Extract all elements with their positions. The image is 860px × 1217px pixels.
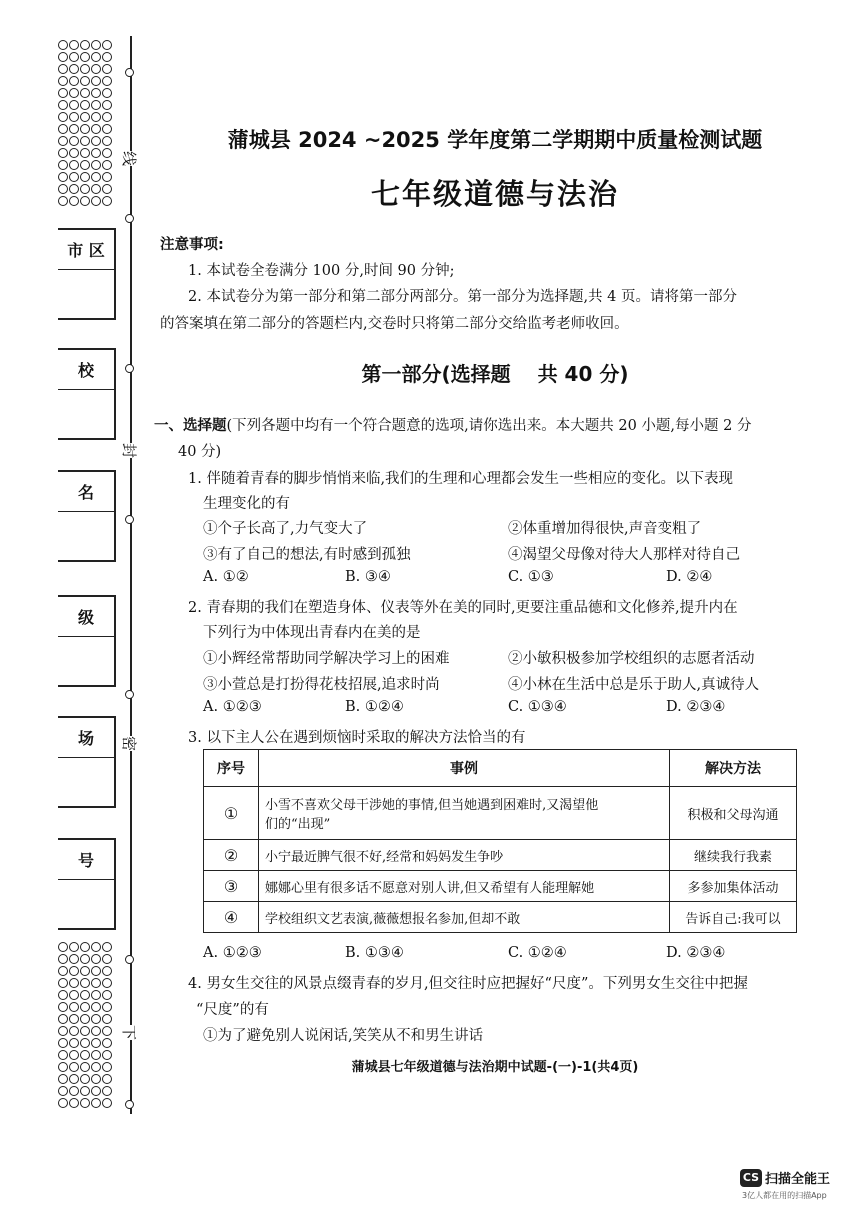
binding-dot [69,196,79,206]
binding-dot [80,942,90,952]
binding-dot [69,1026,79,1036]
binding-dot [69,112,79,122]
binding-dot [80,954,90,964]
binding-dot [91,1026,101,1036]
binding-dot [69,942,79,952]
binding-dot [58,64,68,74]
binding-dot [102,1050,112,1060]
binding-dot [58,1026,68,1036]
q3-choice-b[interactable]: B. ①③④ [345,945,404,961]
binding-dot [80,1026,90,1036]
q3-header-method: 解决方法 [670,750,797,787]
binding-dot [80,136,90,146]
q3-choice-c[interactable]: C. ①②④ [508,945,567,961]
q3-choice-a[interactable]: A. ①②③ [203,945,262,961]
q3-row-case: 娜娜心里有很多话不愿意对别人讲,但又希望有人能理解她 [259,871,670,902]
binding-dot [80,1038,90,1048]
binding-dot [69,184,79,194]
binding-dot [80,966,90,976]
binding-dot [80,52,90,62]
binding-dot [69,1086,79,1096]
binding-dot [91,112,101,122]
binding-dot [91,136,101,146]
binding-ring [125,1100,134,1109]
binding-dot [80,990,90,1000]
binding-dot [91,172,101,182]
binding-ring [125,955,134,964]
binding-dot [58,172,68,182]
q2-option: ②小敏积极参加学校组织的志愿者活动 [508,651,755,667]
binding-dot [102,1074,112,1084]
binding-dot [80,1086,90,1096]
binding-ring [125,515,134,524]
field-seat-number[interactable] [58,838,116,930]
field-class[interactable] [58,595,116,687]
exam-subject: 七年级道德与法治 [370,177,619,211]
binding-dot [58,40,68,50]
q1-option: ①个子长高了,力气变大了 [203,521,368,537]
binding-ring [125,364,134,373]
binding-dot [102,990,112,1000]
field-exam-room-label: 场 [58,722,114,758]
q3-row-num: ① [204,787,259,840]
binding-dot [102,1026,112,1036]
binding-dot [80,1014,90,1024]
q4-stem-cont: “尺度”的有 [196,1002,269,1018]
field-school-label: 校 [58,354,114,390]
scanner-watermark [740,1167,830,1201]
binding-dot [102,184,112,194]
q1-choice-b[interactable]: B. ③④ [345,569,391,585]
binding-dot [80,88,90,98]
binding-dot [91,1038,101,1048]
binding-dot [58,1086,68,1096]
binding-dot [102,112,112,122]
binding-dot [102,172,112,182]
binding-dot [69,1074,79,1084]
binding-dot [102,160,112,170]
binding-dot [69,64,79,74]
binding-dot [69,966,79,976]
binding-dot [69,1098,79,1108]
binding-dot [102,124,112,134]
binding-dot [91,184,101,194]
binding-dot [69,160,79,170]
binding-dot [80,978,90,988]
binding-dot [91,1086,101,1096]
q3-row-case [259,787,670,840]
q4-option: ①为了避免别人说闲话,笑笑从不和男生讲话 [203,1028,484,1044]
binding-dot [69,52,79,62]
q3-table-header [204,750,797,787]
q3-row-method: 积极和父母沟通 [670,787,797,840]
binding-dot [69,978,79,988]
binding-dot [58,52,68,62]
binding-dot [80,124,90,134]
binding-ring [125,68,134,77]
q2-option: ③小萱总是打扮得花枝招展,追求时尚 [203,677,440,693]
table-row [204,902,797,933]
field-seat-number-label: 号 [58,844,114,880]
binding-dot [69,1002,79,1012]
binding-dot [91,64,101,74]
part1-instruction [154,414,752,435]
binding-dot [69,1062,79,1072]
q3-stem: 3. 以下主人公在遇到烦恼时采取的解决方法恰当的有 [188,730,526,746]
binding-dot [58,1098,68,1108]
binding-dot [80,1074,90,1084]
binding-dot [69,124,79,134]
binding-dot [91,52,101,62]
q3-row-method: 告诉自己:我可以 [670,902,797,933]
binding-dot [69,954,79,964]
field-school[interactable] [58,348,116,440]
binding-dot [80,184,90,194]
binding-dot [58,112,68,122]
binding-dot [91,1050,101,1060]
binding-dot [80,112,90,122]
binding-dot [102,196,112,206]
binding-dot [69,1038,79,1048]
part1-instruction-text: (下列各题中均有一个符合题意的选项,请你选出来。本大题共 20 小题,每小题 2 分 [226,418,752,434]
binding-dot [58,1038,68,1048]
binding-dot [58,184,68,194]
binding-dot [91,1014,101,1024]
binding-dot [69,88,79,98]
cut-word-xia: 下 [120,1024,139,1041]
field-district-label: 市 区 [58,234,114,270]
binding-dot [69,990,79,1000]
binding-dot [80,148,90,158]
binding-dot [102,1038,112,1048]
binding-dot [69,76,79,86]
q3-choice-d[interactable]: D. ②③④ [666,945,726,961]
binding-dot [102,954,112,964]
binding-dot [91,196,101,206]
binding-dot [102,88,112,98]
binding-dot [58,954,68,964]
binding-dot [58,76,68,86]
binding-dot [80,160,90,170]
binding-dots-top [58,40,120,206]
binding-dot [80,1002,90,1012]
q3-header-case: 事例 [259,750,670,787]
binding-dot [91,1074,101,1084]
section-title: 第一部分(选择题 共 40 分) [361,362,629,386]
q3-row-method: 多参加集体活动 [670,871,797,902]
q3-row-num: ③ [204,871,259,902]
binding-dot [91,124,101,134]
binding-dot [91,1098,101,1108]
binding-dot [58,1062,68,1072]
notes-item: 的答案填在第二部分的答题栏内,交卷时只将第二部分交给监考老师收回。 [160,316,629,332]
binding-dot [102,52,112,62]
q2-option: ①小辉经常帮助同学解决学习上的困难 [203,651,450,667]
binding-dot [102,942,112,952]
notes-item: 1. 本试卷全卷满分 100 分,时间 90 分钟; [188,263,455,279]
binding-line [130,36,132,1114]
binding-dot [91,942,101,952]
field-name[interactable] [58,470,116,562]
binding-dot [102,40,112,50]
binding-dot [80,40,90,50]
binding-dot [69,148,79,158]
binding-dot [58,1002,68,1012]
q3-table [203,749,797,933]
binding-dot [91,148,101,158]
binding-dot [58,966,68,976]
q3-row-case: 小宁最近脾气很不好,经常和妈妈发生争吵 [259,840,670,871]
q1-stem: 1. 伴随着青春的脚步悄悄来临,我们的生理和心理都会发生一些相应的变化。以下表现 [188,471,734,487]
binding-dot [69,136,79,146]
notes-item: 2. 本试卷分为第一部分和第二部分两部分。第一部分为选择题,共 4 页。请将第一部分 [188,289,737,305]
binding-dot [102,978,112,988]
binding-dot [58,978,68,988]
binding-dot [80,1098,90,1108]
notes-heading: 注意事项: [160,237,224,253]
scanner-logo-icon: CS [740,1169,762,1187]
q3-row-num: ② [204,840,259,871]
binding-dot [91,76,101,86]
cut-word-xian: 线 [120,150,139,167]
q3-row-num: ④ [204,902,259,933]
q1-choice-a[interactable]: A. ①② [203,569,249,585]
binding-dot [69,1014,79,1024]
binding-dot [58,1050,68,1060]
field-name-label: 名 [58,476,114,512]
binding-dots-bottom [58,942,120,1108]
binding-dot [58,1014,68,1024]
binding-dot [102,64,112,74]
binding-dot [91,1002,101,1012]
cut-word-feng: 封 [120,442,139,459]
q4-stem: 4. 男女生交往的风景点缀青春的岁月,但交往时应把握好“尺度”。下列男女生交往中把握 [188,976,748,992]
page-footer: 蒲城县七年级道德与法治期中试题-(一)-1(共4页) [351,1060,639,1075]
binding-dot [58,196,68,206]
binding-dot [80,196,90,206]
binding-dot [58,148,68,158]
binding-dot [91,954,101,964]
binding-dot [102,1098,112,1108]
binding-dot [69,1050,79,1060]
cut-word-mi: 密 [120,735,139,752]
binding-dot [102,76,112,86]
binding-dot [58,100,68,110]
q2-choice-a[interactable]: A. ①②③ [203,699,262,715]
binding-dot [69,40,79,50]
q2-choice-b[interactable]: B. ①②④ [345,699,404,715]
binding-dot [80,172,90,182]
field-exam-room[interactable] [58,716,116,808]
binding-dot [102,1062,112,1072]
q1-choice-d[interactable]: D. ②④ [666,569,713,585]
binding-dot [91,1062,101,1072]
binding-dot [58,136,68,146]
binding-dot [91,966,101,976]
binding-dot [58,160,68,170]
q3-row-case: 学校组织文艺表演,薇薇想报名参加,但却不敢 [259,902,670,933]
table-row [204,840,797,871]
binding-dot [58,990,68,1000]
binding-dot [91,990,101,1000]
binding-dot [91,40,101,50]
binding-dot [80,64,90,74]
q1-choice-c[interactable]: C. ①③ [508,569,554,585]
q1-option: ④渴望父母像对待大人那样对待自己 [508,547,740,563]
q2-stem: 2. 青春期的我们在塑造身体、仪表等外在美的同时,更要注重品德和文化修养,提升内在 [188,600,738,616]
q2-stem-cont: 下列行为中体现出青春内在美的是 [203,625,421,641]
binding-ring [125,214,134,223]
binding-dot [69,172,79,182]
q1-option: ③有了自己的想法,有时感到孤独 [203,547,411,563]
part1-instruction-cont: 40 分) [178,444,222,460]
binding-dot [58,124,68,134]
binding-dot [91,160,101,170]
binding-dot [91,100,101,110]
q3-header-num: 序号 [204,750,259,787]
table-row [204,871,797,902]
binding-dot [69,100,79,110]
binding-dot [58,1074,68,1084]
q3-row-case-line: 们的“出现” [265,817,331,832]
binding-dot [80,1050,90,1060]
exam-title: 蒲城县 2024 ~2025 学年度第二学期期中质量检测试题 [227,128,763,152]
scanner-name: 扫描全能王 [765,1172,831,1187]
scanner-tagline: 3亿人都在用的扫描App [742,1191,827,1200]
q2-option: ④小林在生活中总是乐于助人,真诚待人 [508,677,760,693]
binding-ring [125,690,134,699]
binding-dot [91,978,101,988]
q3-row-method: 继续我行我素 [670,840,797,871]
q3-row-case-line: 小雪不喜欢父母干涉她的事情,但当她遇到困难时,又渴望他 [265,798,599,813]
binding-dot [58,942,68,952]
binding-dot [80,76,90,86]
binding-dot [102,148,112,158]
part1-label: 一、选择题 [154,418,227,434]
binding-dot [80,1062,90,1072]
field-class-label: 级 [58,601,114,637]
field-district[interactable] [58,228,116,320]
binding-dot [102,1086,112,1096]
q1-stem-cont: 生理变化的有 [203,496,290,512]
binding-dot [102,100,112,110]
q2-choice-d[interactable]: D. ②③④ [666,699,726,715]
binding-dot [91,88,101,98]
q1-option: ②体重增加得很快,声音变粗了 [508,521,702,537]
binding-dot [58,88,68,98]
binding-dot [80,100,90,110]
table-row [204,787,797,840]
q2-choice-c[interactable]: C. ①③④ [508,699,567,715]
binding-dot [102,1014,112,1024]
binding-dot [102,1002,112,1012]
binding-dot [102,966,112,976]
binding-dot [102,136,112,146]
